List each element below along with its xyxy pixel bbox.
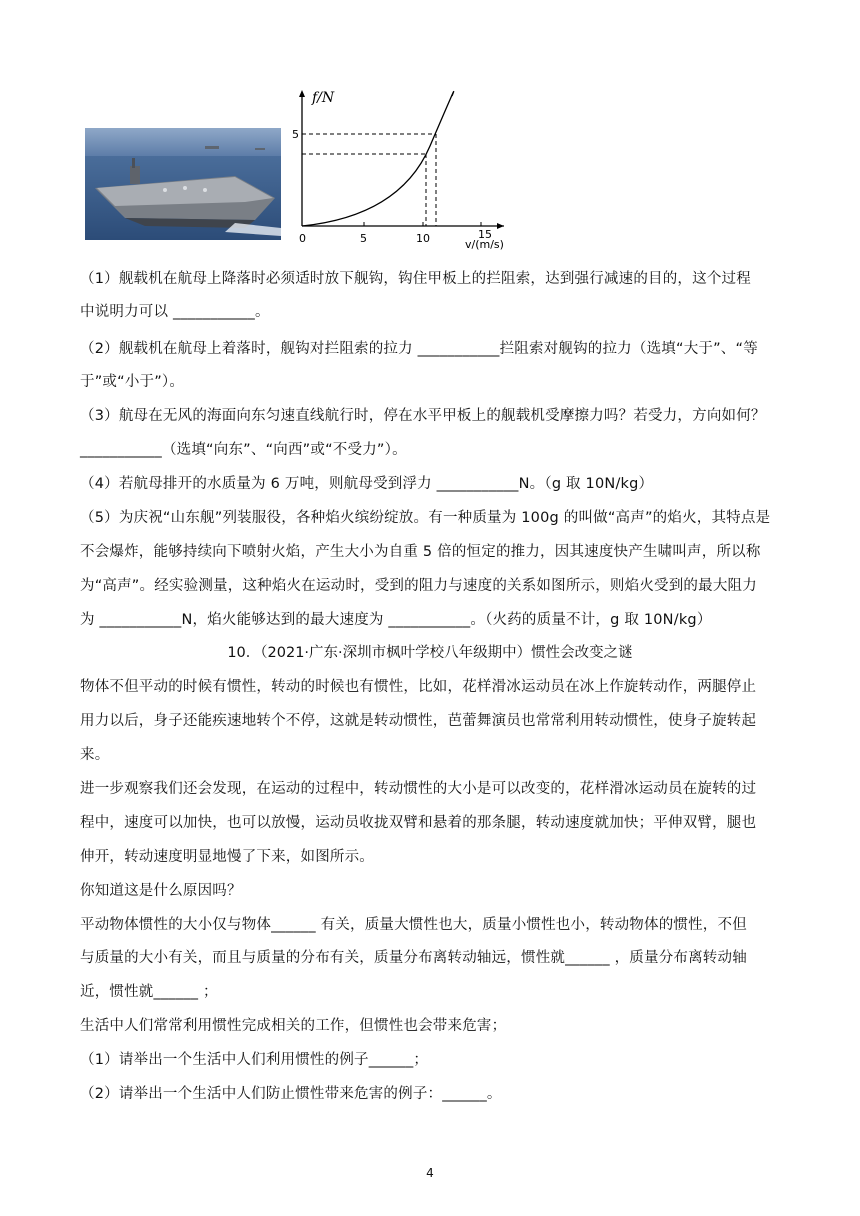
- text-line: 不会爆炸，能够持续向下喷射火焰，产生大小为自重 5 倍的恒定的推力，因其速度快产生啸叫声，所以称: [80, 544, 761, 560]
- text-line: 你知道这是什么原因吗？: [80, 883, 242, 899]
- x-tick-label: 15: [478, 228, 492, 241]
- text-line: 来。: [80, 747, 110, 763]
- text-line: 伸开，转动速度明显地慢了下来，如图所示。: [80, 849, 374, 865]
- x-tick-label: 0: [299, 232, 306, 245]
- text-line: 为“高声”。经实验测量，这种焰火在运动时，受到的阻力与速度的关系如图所示，则焰火受到的最大阻力: [80, 578, 757, 594]
- friction-speed-graph: [290, 86, 510, 250]
- text-line: （1）请举出一个生活中人们利用惯性的例子______；: [80, 1052, 429, 1068]
- x-axis-arrow: [497, 223, 504, 229]
- text-line: （2）请举出一个生活中人们防止惯性带来危害的例子：______。: [80, 1086, 502, 1102]
- text-line: 中说明力可以 ___________。: [80, 304, 270, 320]
- y-axis-label: f/N: [312, 90, 335, 106]
- text-line: 程中，速度可以加快，也可以放慢，运动员收拢双臂和悬着的那条腿，转动速度就加快；平伸双臂，腿也: [80, 815, 757, 831]
- text-line: 于”或“小于”）。: [80, 374, 185, 390]
- aircraft-carrier-photo: [85, 128, 281, 240]
- x-axis-label: v/(m/s): [465, 238, 504, 250]
- text-line: （4）若航母排开的水质量为 6 万吨，则航母受到浮力 ___________N。（g 取 10N/kg）: [80, 476, 654, 492]
- text-line: （2）舰载机在航母上着落时，舰钩对拦阻索的拉力 ___________拦阻索对舰钩的拉力（选填“大于”、“等: [80, 341, 758, 357]
- y-axis-arrow: [299, 90, 305, 97]
- x-tick-label: 5: [360, 232, 367, 245]
- page-number: 4: [426, 1166, 434, 1180]
- text-line: （5）为庆祝“山东舰”列装服役，各种焰火缤纷绽放。有一种质量为 100g 的叫做“高声”的焰火，其特点是: [80, 510, 771, 526]
- friction-curve: [302, 92, 454, 226]
- text-line: 生活中人们常常利用惯性完成相关的工作，但惯性也会带来危害；: [80, 1018, 507, 1034]
- text-line: ___________（选填“向东”、“向西”或“不受力”）。: [80, 442, 407, 458]
- text-line: （3）航母在无风的海面向东匀速直线航行时，停在水平甲板上的舰载机受摩擦力吗？若受力，方向如何？: [80, 408, 766, 424]
- question-title: 10．（2021·广东·深圳市枫叶学校八年级期中）惯性会改变之谜: [227, 645, 633, 661]
- text-line: 用力以后，身子还能疾速地转个不停，这就是转动惯性，芭蕾舞演员也常常利用转动惯性，使身子旋转起: [80, 713, 757, 729]
- text-line: 为 ___________N，焰火能够达到的最大速度为 ___________。（火药的质量不计，g 取 10N/kg）: [80, 612, 712, 628]
- text-line: 近，惯性就______ ；: [80, 984, 218, 1000]
- text-line: 物体不但平动的时候有惯性，转动的时候也有惯性，比如，花样滑冰运动员在冰上作旋转动作，两腿停止: [80, 679, 757, 695]
- x-tick-label: 10: [416, 232, 430, 245]
- text-line: 平动物体惯性的大小仅与物体______ 有关，质量大惯性也大，质量小惯性也小，转动物体的惯性，不但: [80, 917, 747, 933]
- y-tick-label: 5: [292, 128, 299, 141]
- text-line: 进一步观察我们还会发现，在运动的过程中，转动惯性的大小是可以改变的，花样滑冰运动员在旋转的过: [80, 781, 757, 797]
- text-line: 与质量的大小有关，而且与质量的分布有关，质量分布离转动轴远，惯性就______ ，质量分布离转动轴: [80, 950, 747, 966]
- text-line: （1）舰载机在航母上降落时必须适时放下舰钩，钩住甲板上的拦阻索，达到强行减速的目的，这个过程: [80, 271, 751, 287]
